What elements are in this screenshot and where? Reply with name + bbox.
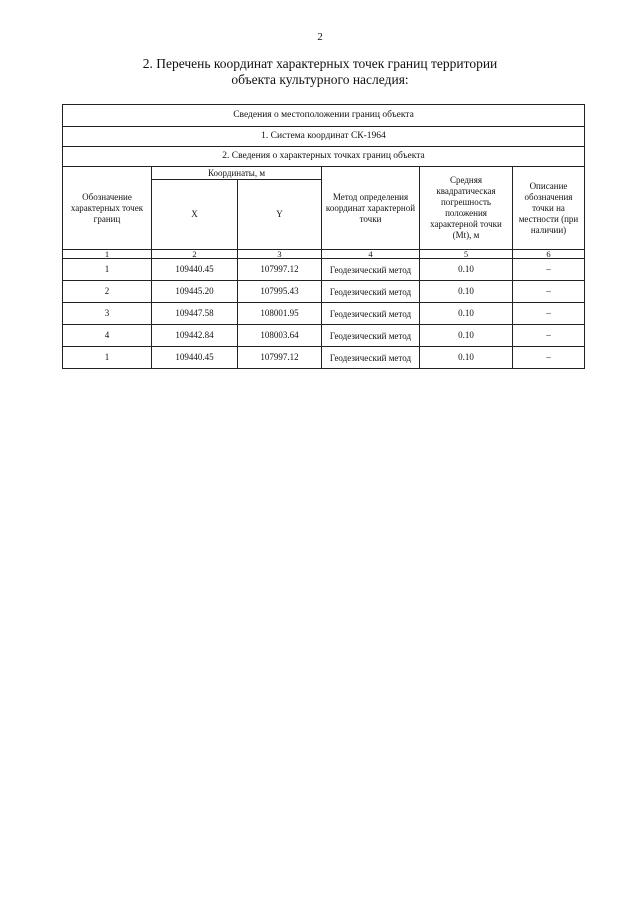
title-line-1: 2. Перечень координат характерных точек границ территории bbox=[142, 56, 498, 71]
cell-y: 108001.95 bbox=[238, 303, 322, 325]
cell-point: 4 bbox=[63, 325, 152, 347]
cell-point: 3 bbox=[63, 303, 152, 325]
cell-description: – bbox=[513, 303, 585, 325]
cell-error: 0.10 bbox=[420, 281, 513, 303]
table-caption: Сведения о местоположении границ объекта bbox=[63, 105, 585, 127]
column-number: 3 bbox=[238, 250, 322, 259]
cell-error: 0.10 bbox=[420, 259, 513, 281]
cell-point: 1 bbox=[63, 259, 152, 281]
cell-method: Геодезический метод bbox=[322, 281, 420, 303]
cell-x: 109442.84 bbox=[152, 325, 238, 347]
header-y: Y bbox=[238, 180, 322, 250]
table-row bbox=[63, 259, 585, 281]
cell-point: 2 bbox=[63, 281, 152, 303]
cell-x: 109440.45 bbox=[152, 347, 238, 369]
points-section-title: 2. Сведения о характерных точках границ объекта bbox=[63, 147, 585, 167]
header-description: Описание обозначения точки на местности (при наличии) bbox=[513, 167, 585, 250]
cell-description: – bbox=[513, 281, 585, 303]
cell-description: – bbox=[513, 347, 585, 369]
cell-error: 0.10 bbox=[420, 347, 513, 369]
title-line-2: объекта культурного наследия: bbox=[231, 72, 409, 87]
column-number: 6 bbox=[513, 250, 585, 259]
document-title bbox=[120, 56, 520, 88]
header-x: X bbox=[152, 180, 238, 250]
cell-description: – bbox=[513, 325, 585, 347]
cell-method: Геодезический метод bbox=[322, 303, 420, 325]
cell-error: 0.10 bbox=[420, 325, 513, 347]
table-row bbox=[63, 325, 585, 347]
cell-method: Геодезический метод bbox=[322, 259, 420, 281]
cell-x: 109445.20 bbox=[152, 281, 238, 303]
table-row bbox=[63, 303, 585, 325]
header-point-designation: Обозначение характерных точек границ bbox=[63, 167, 152, 250]
cell-method: Геодезический метод bbox=[322, 325, 420, 347]
column-number: 1 bbox=[63, 250, 152, 259]
cell-y: 107997.12 bbox=[238, 259, 322, 281]
cell-point: 1 bbox=[63, 347, 152, 369]
cell-error: 0.10 bbox=[420, 303, 513, 325]
table-row bbox=[63, 347, 585, 369]
coordinates-table bbox=[62, 104, 585, 369]
cell-description: – bbox=[513, 259, 585, 281]
page-number: 2 bbox=[317, 31, 323, 43]
header-method: Метод определения координат характерной точки bbox=[322, 167, 420, 250]
cell-x: 109447.58 bbox=[152, 303, 238, 325]
header-error: Средняя квадратическая погрешность положения характерной точки (Mt), м bbox=[420, 167, 513, 250]
header-coordinates: Координаты, м bbox=[152, 167, 322, 180]
cell-x: 109440.45 bbox=[152, 259, 238, 281]
coordinate-system: 1. Система координат СК-1964 bbox=[63, 127, 585, 147]
table-row bbox=[63, 281, 585, 303]
column-number-row bbox=[63, 250, 585, 259]
cell-method: Геодезический метод bbox=[322, 347, 420, 369]
column-number: 2 bbox=[152, 250, 238, 259]
column-number: 4 bbox=[322, 250, 420, 259]
column-number: 5 bbox=[420, 250, 513, 259]
cell-y: 107997.12 bbox=[238, 347, 322, 369]
cell-y: 107995.43 bbox=[238, 281, 322, 303]
cell-y: 108003.64 bbox=[238, 325, 322, 347]
